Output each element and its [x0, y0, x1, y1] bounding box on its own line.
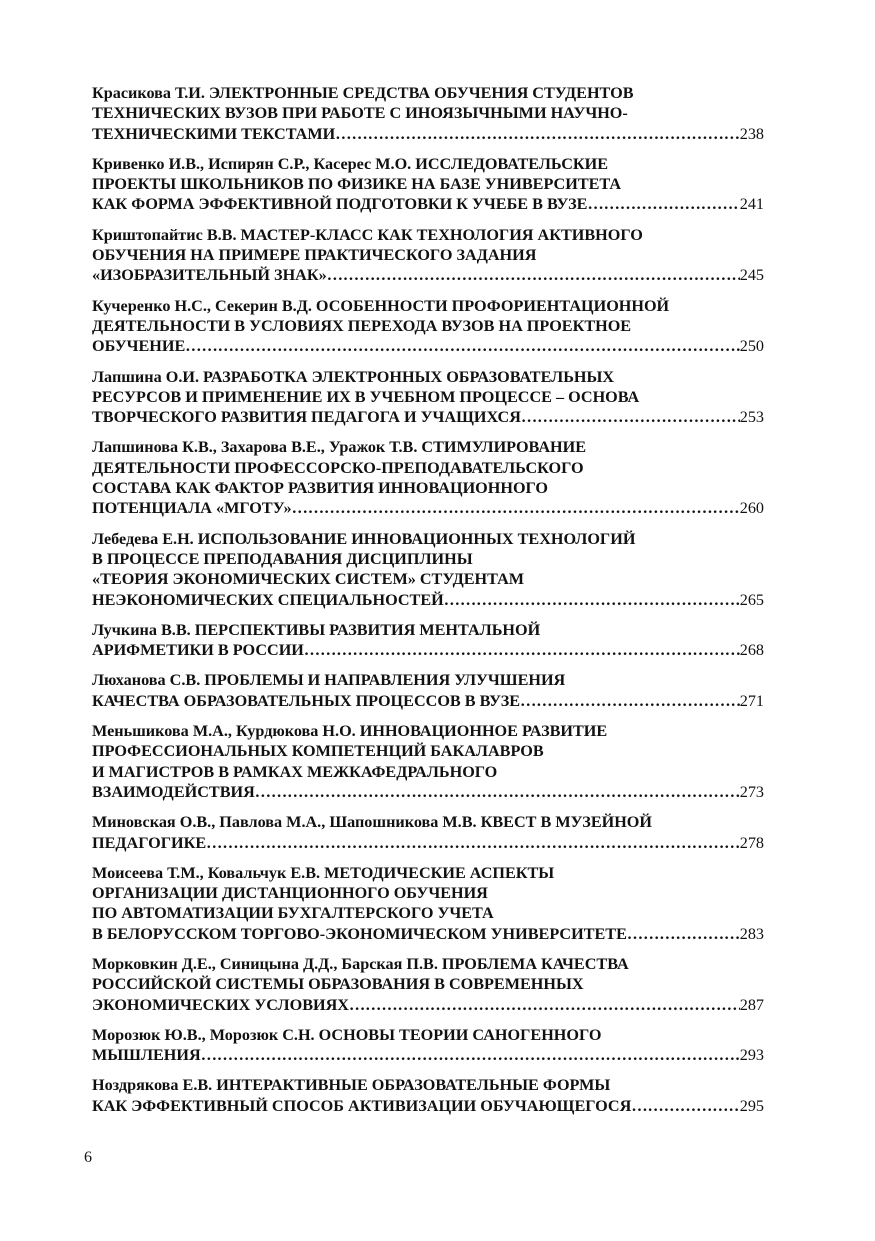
toc-entry-last-line	[92, 336, 764, 356]
toc-entry[interactable]	[92, 1075, 764, 1116]
toc-entry-title-text: ВЗАИМОДЕЙСТВИЯ	[92, 782, 255, 801]
dot-leader	[587, 194, 739, 214]
toc-entry-line: Лучкина В.В. ПЕРСПЕКТИВЫ РАЗВИТИЯ МЕНТАЛЬНОЙ	[92, 620, 541, 639]
dot-leader	[304, 640, 740, 660]
toc-entry-line: Лапшина О.И. РАЗРАБОТКА ЭЛЕКТРОННЫХ ОБРАЗОВАТЕЛЬНЫХ	[92, 367, 615, 386]
dot-leader	[206, 833, 740, 853]
toc-entry-line: ПРОФЕССИОНАЛЬНЫХ КОМПЕТЕНЦИЙ БАКАЛАВРОВ	[92, 742, 544, 761]
toc-entry[interactable]	[92, 1025, 764, 1066]
toc-entry-line: Меньшикова М.А., Курдюкова Н.О. ИННОВАЦИОННОЕ РАЗВИТИЕ	[92, 722, 608, 741]
toc-entry-line: В ПРОЦЕССЕ ПРЕПОДАВАНИЯ ДИСЦИПЛИНЫ	[92, 549, 473, 568]
toc-entry-title-text: КАК ЭФФЕКТИВНЫЙ СПОСОБ АКТИВИЗАЦИИ ОБУЧАЮЩЕГОСЯ	[92, 1096, 632, 1115]
toc-entry-last-line	[92, 833, 764, 853]
toc-entry-last-line	[92, 124, 764, 144]
toc-entry-title-text: ОБУЧЕНИЕ	[92, 337, 186, 356]
toc-entry-page-number: 245	[739, 266, 764, 285]
toc-entry-line: Морковкин Д.Е., Синицына Д.Д., Барская П.В. ПРОБЛЕМА КАЧЕСТВА	[92, 954, 629, 973]
toc-entry-line: Красикова Т.И. ЭЛЕКТРОННЫЕ СРЕДСТВА ОБУЧЕНИЯ СТУДЕНТОВ	[92, 84, 634, 102]
toc-entry-last-line	[92, 924, 764, 944]
dot-leader	[201, 1045, 740, 1065]
toc-entry-line: Кучеренко Н.С., Секерин В.Д. ОСОБЕННОСТИ ПРОФОРИЕНТАЦИОННОЙ	[92, 296, 670, 315]
toc-entry[interactable]	[92, 225, 764, 286]
toc-entry-line: РЕСУРСОВ И ПРИМЕНЕНИЕ ИХ В УЧЕБНОМ ПРОЦЕССЕ – ОСНОВА	[92, 387, 640, 406]
toc-entry-title-text: ТЕХНИЧЕСКИМИ ТЕКСТАМИ	[92, 124, 336, 143]
dot-leader	[631, 1096, 739, 1116]
toc-entry[interactable]	[92, 529, 764, 610]
dot-leader	[255, 782, 740, 802]
toc-entry-line: Криштопайтис В.В. МАСТЕР-КЛАСС КАК ТЕХНОЛОГИЯ АКТИВНОГО	[92, 225, 643, 244]
dot-leader	[521, 407, 740, 427]
toc-entry-page-number: 287	[739, 995, 764, 1014]
toc-entry-title-text: «ИЗОБРАЗИТЕЛЬНЫЙ ЗНАК»	[92, 266, 327, 285]
toc-entry-title-text: В БЕЛОРУССКОМ ТОРГОВО-ЭКОНОМИЧЕСКОМ УНИВЕРСИТЕТЕ	[92, 924, 627, 943]
toc-entry-page-number: 268	[739, 641, 764, 660]
toc-entry[interactable]	[92, 954, 764, 1015]
dot-leader	[185, 336, 739, 356]
toc-entry[interactable]	[92, 437, 764, 518]
toc-entry-page-number: 293	[739, 1046, 764, 1065]
toc-entry-last-line	[92, 1045, 764, 1065]
toc-entry-title-text: ТВОРЧЕСКОГО РАЗВИТИЯ ПЕДАГОГА И УЧАЩИХСЯ	[92, 408, 521, 427]
toc-entry-page-number: 283	[739, 924, 764, 943]
toc-entry-last-line	[92, 498, 764, 518]
toc-entry[interactable]	[92, 812, 764, 853]
toc-entry-title-text: ЭКОНОМИЧЕСКИХ УСЛОВИЯХ	[92, 995, 349, 1014]
page-number: 6	[84, 1149, 92, 1166]
dot-leader	[335, 124, 739, 144]
toc-entry-title-text: МЫШЛЕНИЯ	[92, 1046, 201, 1065]
toc-entry-line: ДЕЯТЕЛЬНОСТИ В УСЛОВИЯХ ПЕРЕХОДА ВУЗОВ НА ПРОЕКТНОЕ	[92, 316, 632, 335]
toc-entry-page-number: 273	[739, 782, 764, 801]
toc-entry-title-text: АРИФМЕТИКИ В РОССИИ	[92, 641, 304, 660]
toc-entry-page-number: 241	[739, 195, 764, 214]
toc-entry-line: СОСТАВА КАК ФАКТОР РАЗВИТИЯ ИННОВАЦИОННОГО	[92, 479, 549, 498]
toc-entry-line: ПРОЕКТЫ ШКОЛЬНИКОВ ПО ФИЗИКЕ НА БАЗЕ УНИВЕРСИТЕТА	[92, 175, 622, 194]
toc-entry-line: РОССИЙСКОЙ СИСТЕМЫ ОБРАЗОВАНИЯ В СОВРЕМЕННЫХ	[92, 975, 584, 994]
toc-entry-line: И МАГИСТРОВ В РАМКАХ МЕЖКАФЕДРАЛЬНОГО	[92, 762, 498, 781]
toc-entry-page-number: 295	[739, 1096, 764, 1115]
toc-entry-line: Лапшинова К.В., Захарова В.Е., Уражок Т.В. СТИМУЛИРОВАНИЕ	[92, 438, 586, 457]
dot-leader	[444, 590, 740, 610]
toc-entry-line: ОРГАНИЗАЦИИ ДИСТАНЦИОННОГО ОБУЧЕНИЯ	[92, 884, 488, 903]
dot-leader	[292, 498, 740, 518]
toc-entry[interactable]	[92, 670, 764, 711]
toc-entry-line: Миновская О.В., Павлова М.А., Шапошникова М.В. КВЕСТ В МУЗЕЙНОЙ	[92, 813, 652, 832]
toc-entry-page-number: 238	[739, 124, 764, 143]
table-of-contents	[92, 83, 764, 1126]
toc-entry-line: Ноздрякова Е.В. ИНТЕРАКТИВНЫЕ ОБРАЗОВАТЕЛЬНЫЕ ФОРМЫ	[92, 1076, 611, 1095]
toc-entry-last-line	[92, 590, 764, 610]
toc-entry-page-number: 250	[739, 337, 764, 356]
toc-entry[interactable]	[92, 367, 764, 428]
toc-entry-last-line	[92, 407, 764, 427]
toc-entry-line: Моисеева Т.М., Ковальчук Е.В. МЕТОДИЧЕСКИЕ АСПЕКТЫ	[92, 863, 555, 882]
dot-leader	[327, 265, 740, 285]
toc-entry-line: ПО АВТОМАТИЗАЦИИ БУХГАЛТЕРСКОГО УЧЕТА	[92, 904, 494, 923]
toc-entry-line: Люханова С.В. ПРОБЛЕМЫ И НАПРАВЛЕНИЯ УЛУЧШЕНИЯ	[92, 671, 566, 690]
toc-entry[interactable]	[92, 863, 764, 944]
toc-entry-last-line	[92, 691, 764, 711]
toc-entry-page-number: 271	[739, 691, 764, 710]
toc-entry[interactable]	[92, 83, 764, 144]
toc-entry-title-text: КАЧЕСТВА ОБРАЗОВАТЕЛЬНЫХ ПРОЦЕССОВ В ВУЗЕ	[92, 691, 521, 710]
toc-entry-last-line	[92, 782, 764, 802]
toc-entry-line: ОБУЧЕНИЯ НА ПРИМЕРЕ ПРАКТИЧЕСКОГО ЗАДАНИЯ	[92, 246, 537, 265]
toc-entry[interactable]	[92, 620, 764, 661]
toc-entry-last-line	[92, 265, 764, 285]
dot-leader	[627, 924, 740, 944]
toc-entry-title-text: ПОТЕНЦИАЛА «МГОТУ»	[92, 499, 292, 518]
toc-entry-page-number: 278	[739, 833, 764, 852]
toc-entry-last-line	[92, 640, 764, 660]
toc-entry[interactable]	[92, 721, 764, 802]
toc-entry-title-text: КАК ФОРМА ЭФФЕКТИВНОЙ ПОДГОТОВКИ К УЧЕБЕ В ВУЗЕ	[92, 195, 588, 214]
toc-entry-last-line	[92, 995, 764, 1015]
toc-entry-page-number: 253	[739, 408, 764, 427]
dot-leader	[520, 691, 740, 711]
toc-entry-line: ТЕХНИЧЕСКИХ ВУЗОВ ПРИ РАБОТЕ С ИНОЯЗЫЧНЫМИ НАУЧНО-	[92, 104, 628, 123]
toc-entry-title-text: НЕЭКОНОМИЧЕСКИХ СПЕЦИАЛЬНОСТЕЙ	[92, 590, 444, 609]
toc-entry-title-text: ПЕДАГОГИКЕ	[92, 833, 207, 852]
toc-entry-line: «ТЕОРИЯ ЭКОНОМИЧЕСКИХ СИСТЕМ» СТУДЕНТАМ	[92, 570, 525, 589]
toc-entry-line: Морозюк Ю.В., Морозюк С.Н. ОСНОВЫ ТЕОРИИ САНОГЕННОГО	[92, 1025, 602, 1044]
dot-leader	[349, 995, 740, 1015]
toc-entry-last-line	[92, 194, 764, 214]
toc-entry-line: ДЕЯТЕЛЬНОСТИ ПРОФЕССОРСКО-ПРЕПОДАВАТЕЛЬСКОГО	[92, 458, 584, 477]
toc-entry-page-number: 265	[739, 590, 764, 609]
toc-entry-last-line	[92, 1096, 764, 1116]
toc-entry-line: Кривенко И.В., Испирян С.Р., Касерес М.О. ИССЛЕДОВАТЕЛЬСКИЕ	[92, 154, 609, 173]
toc-entry-page-number: 260	[739, 499, 764, 518]
toc-entry[interactable]	[92, 296, 764, 357]
toc-entry-line: Лебедева Е.Н. ИСПОЛЬЗОВАНИЕ ИННОВАЦИОННЫХ ТЕХНОЛОГИЙ	[92, 529, 636, 548]
toc-entry[interactable]	[92, 154, 764, 215]
